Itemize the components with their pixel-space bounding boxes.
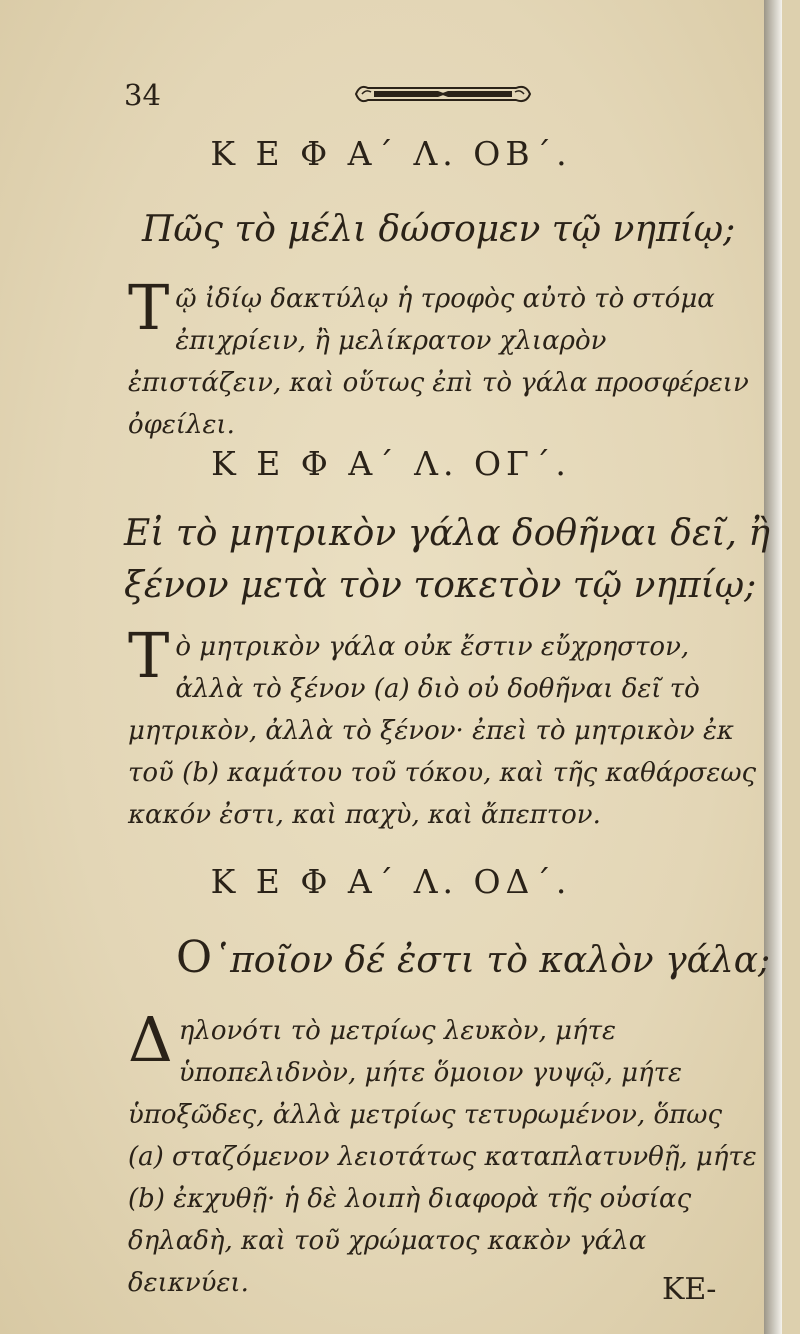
catchword: ΚΕ-: [662, 1272, 717, 1307]
page-edge-shadow: [764, 0, 782, 1334]
chapter-heading: Κ Ε Φ Α΄ Λ. ΟΒ΄.: [210, 134, 572, 173]
answer-text: ὸ μητρικὸν γάλα οὐκ ἔστιν εὔχρηστον, ἀλλὰ τὸ ξένον (a) διὸ οὐ δοθῆναι δεῖ τὸ μητρικὸν, ἀλλὰ τὸ ξένον· ἐπεὶ τὸ μητρικὸν ἐκ τοῦ (b) καμάτου τοῦ τόκου, καὶ τῆς καθάρσεως κακόν ἐστι, καὶ παχὺ, καὶ ἄπεπτον.: [128, 632, 757, 830]
question-initial: Ο: [176, 932, 213, 983]
answer-text: ῷ ἰδίῳ δακτύλῳ ἡ τροφὸς αὐτὸ τὸ στόμα ἐπιχρίειν, ἢ μελίκρατον χλιαρὸν ἐπιστάζειν, καὶ οὕτως ἐπὶ τὸ γάλα προσφέρειν ὀφείλει.: [128, 284, 749, 440]
ornament-icon: [352, 80, 534, 108]
chapter-heading: Κ Ε Φ Α΄ Λ. ΟΔ΄.: [210, 862, 572, 901]
answer-text: ηλονότι τὸ μετρίως λευκὸν, μήτε ὑποπελιδνὸν, μήτε ὅμοιον γυψῷ, μήτε ὑποξῶδες, ἀλλὰ μετρίως τετυρωμένον, ὅπως (a) σταζόμενον λειοτάτως καταπλατυνθῇ, μήτε (b) ἐκχυθῇ· ἡ δὲ λοιπὴ διαφορὰ τῆς οὐσίας δηλαδὴ, καὶ τοῦ χρώματος κακὸν γάλα δεικνύει.: [128, 1016, 757, 1298]
chapter-question: [176, 932, 800, 987]
chapter-answer: [128, 619, 764, 836]
drop-cap: Τ: [128, 619, 170, 692]
drop-cap: Τ: [128, 271, 170, 344]
page-number: 34: [124, 78, 161, 112]
chapter-answer: [128, 1003, 764, 1304]
question-text: ῾ποῖον δέ ἐστι τὸ καλὸν γάλα;: [212, 940, 771, 981]
chapter-question: Εἰ τὸ μητρικὸν γάλα δοθῆναι δεῖ, ἢ ξένον μετὰ τὸν τοκετὸν τῷ νηπίῳ;: [124, 513, 770, 606]
chapter-heading: Κ Ε Φ Α΄ Λ. ΟΓ΄.: [211, 444, 571, 483]
chapter-answer: [128, 271, 764, 446]
drop-cap: Δ: [128, 1003, 173, 1076]
chapter-question: Πῶς τὸ μέλι δώσομεν τῷ νηπίῳ;: [142, 209, 736, 250]
